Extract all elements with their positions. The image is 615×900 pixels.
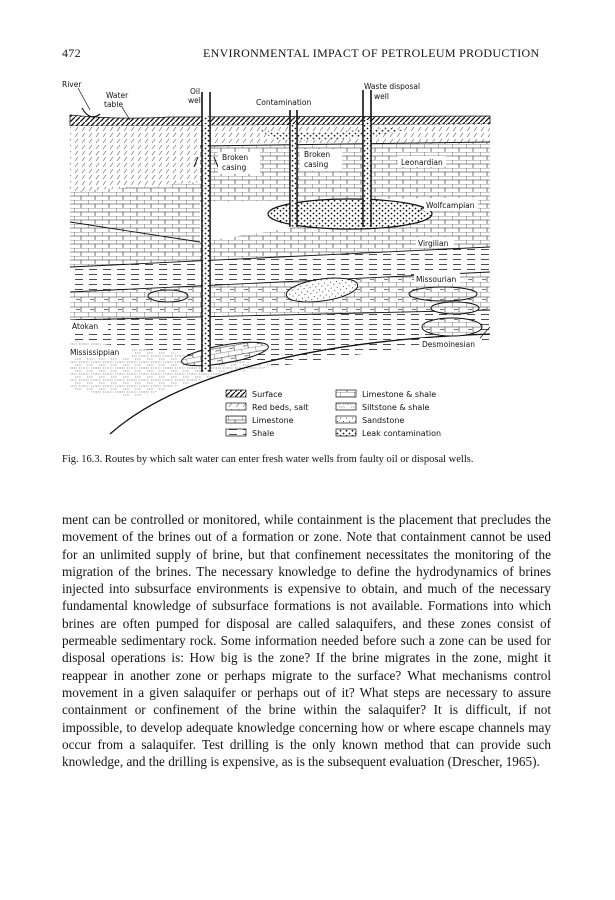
caption-text: Routes by which salt water can enter fresh water wells from faulty oil or disposal wells. <box>104 454 474 465</box>
label-water-2: table <box>104 100 123 109</box>
page-number: 472 <box>62 46 81 60</box>
desmoinesian-lens <box>422 318 482 336</box>
label-missourian: Missourian <box>416 275 457 284</box>
legend-swatch-siltshale <box>336 403 356 410</box>
legend-swatch-redbeds <box>226 403 246 410</box>
label-river: River <box>62 80 82 89</box>
cross-section-figure <box>60 72 500 447</box>
leader-river <box>78 88 90 110</box>
river <box>82 108 100 117</box>
figure-caption <box>62 452 554 467</box>
legend-swatch-leak <box>336 429 356 436</box>
sand-lens-left <box>148 290 188 302</box>
legend-label-shale: Shale <box>252 429 275 438</box>
label-water-1: Water <box>106 91 129 100</box>
label-mississippian: Mississippian <box>70 348 120 357</box>
label-atokan: Atokan <box>72 322 99 331</box>
running-head: ENVIRONMENTAL IMPACT OF PETROLEUM PRODUCTION <box>203 46 540 60</box>
label-oil-well-2: well <box>188 96 203 105</box>
legend-label-limeshale: Limestone & shale <box>362 390 437 399</box>
legend-label-sandstone: Sandstone <box>362 416 405 425</box>
legend-swatch-limestone <box>226 416 246 423</box>
legend-swatch-limeshale <box>336 390 356 397</box>
label-broken-casing-b-2: casing <box>304 160 329 169</box>
label-broken-casing-a-2: casing <box>222 163 247 172</box>
contamination-well <box>290 110 297 227</box>
missourian-lens-a <box>409 287 477 301</box>
body-paragraph: ment can be controlled or monitored, while containment is the placement that precludes the movement of the brines out of a formation or zone. Note that containment cannot be used for an unlimited supply of brine, but that confinement necessitates the monitoring of the migration of the brines. The necessary knowledge to define the hydrodynamics of brines injected into subsurface environments is expensive to obtain, and much of the necessary fundamental knowledge of subsurface formations is not available. Formations into which brines are often pumped for disposal are called salaquifers, and these zones consist of permeable sedimentary rock. Some information needed before such a zone can be used for disposal operations is: How big is the zone? If the brine migrates in the zone, might it reappear in another zone or perhaps migrate to the surface? What mechanisms control movement in a given salaquifer or perhaps out of it? What steps are necessary to assure containment or confinement of the brine within the salaquifer? It is difficult, if not impossible, to develop adequate knowledge concerning how or where escape channels may occur from a salaquifer. Test drilling is the only known method that can provide such knowledge, and the drilling is expensive, as is the subsequent evaluation (Drescher, 1965). <box>62 512 551 770</box>
label-broken-casing-a-1: Broken <box>222 153 249 162</box>
legend-label-surface: Surface <box>252 390 283 399</box>
missourian-lens-b <box>431 302 479 314</box>
label-leonardian: Leonardian <box>401 158 443 167</box>
label-waste-disposal-1: Waste disposal <box>364 82 421 91</box>
legend-label-leak: Leak contamination <box>362 429 442 438</box>
label-waste-disposal-2: well <box>374 92 389 101</box>
label-desmoinesian: Desmoinesian <box>422 340 475 349</box>
legend-label-siltshale: Siltstone & shale <box>362 403 430 412</box>
label-virgilian: Virgilian <box>418 239 449 248</box>
legend-swatch-sandstone <box>336 416 356 423</box>
waste-disposal-well <box>363 90 371 227</box>
legend-swatch-surface <box>226 390 246 397</box>
legend <box>226 390 441 438</box>
caption-fig-label: Fig. 16.3. <box>62 454 103 465</box>
label-broken-casing-b-1: Broken <box>304 150 331 159</box>
legend-swatch-shale <box>226 429 246 436</box>
label-wolfcampian: Wolfcampian <box>426 201 475 210</box>
legend-label-redbeds: Red beds, salt <box>252 403 309 412</box>
legend-label-limestone: Limestone <box>252 416 294 425</box>
label-oil-well-1: Oil <box>190 87 201 96</box>
label-contamination: Contamination <box>256 98 312 107</box>
